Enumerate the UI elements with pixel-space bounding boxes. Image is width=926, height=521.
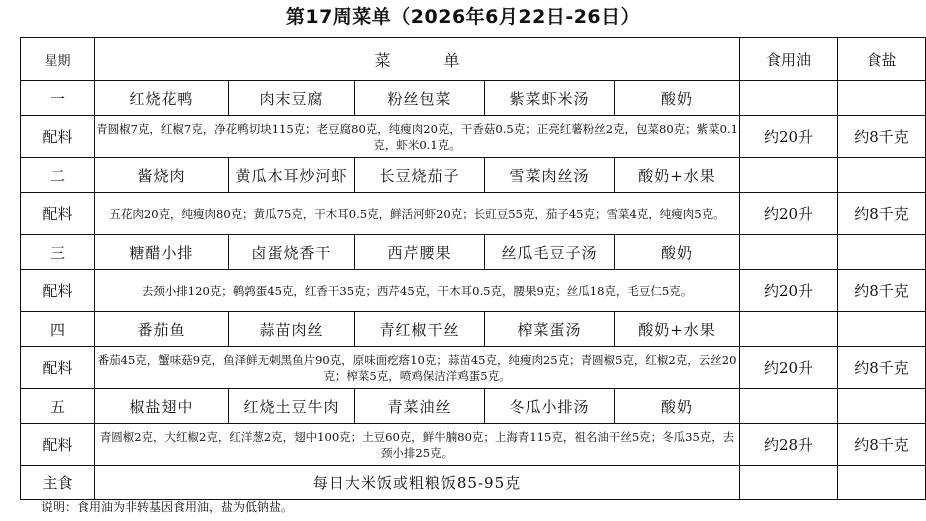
dish-cell: 肉末豆腐 — [229, 81, 355, 116]
ingredients-label: 配料 — [21, 116, 95, 158]
weekly-menu-table — [20, 37, 926, 500]
empty-cell — [740, 466, 838, 500]
salt-amount: 约8千克 — [838, 270, 926, 312]
ingredients-row-wed — [21, 270, 926, 312]
ingredients-row-fri — [21, 424, 926, 466]
page-title: 第17周菜单（2026年6月22日-26日） — [285, 6, 641, 28]
weekday-cell: 三 — [21, 235, 95, 270]
dish-cell: 酸奶 — [615, 389, 740, 424]
staple-text: 每日大米饭或粗粮饭85-95克 — [95, 466, 740, 500]
oil-header: 食用油 — [740, 38, 838, 81]
day-row-fri — [21, 389, 926, 424]
ingredients-label: 配料 — [21, 347, 95, 389]
weekday-cell: 四 — [21, 312, 95, 347]
ingredients-row-tue — [21, 193, 926, 235]
oil-amount: 约20升 — [740, 116, 838, 158]
dish-cell: 青菜油丝 — [355, 389, 485, 424]
empty-cell — [740, 158, 838, 193]
oil-amount: 约20升 — [740, 270, 838, 312]
empty-cell — [838, 158, 926, 193]
dish-cell: 紫菜虾米汤 — [485, 81, 615, 116]
empty-cell — [838, 235, 926, 270]
salt-header: 食盐 — [838, 38, 926, 81]
oil-amount: 约20升 — [740, 347, 838, 389]
staple-label: 主食 — [21, 466, 95, 500]
empty-cell — [838, 466, 926, 500]
ingredients-label: 配料 — [21, 193, 95, 235]
weekday-header: 星期 — [21, 38, 95, 81]
salt-amount: 约8千克 — [838, 424, 926, 466]
header-row — [21, 38, 926, 81]
day-row-mon — [21, 81, 926, 116]
ingredients-detail: 番茄45克，蟹味菇9克，鱼泽鲜无刺黑鱼片90克，原味面疙瘩10克；蒜苗45克，纯瘦肉25克；青圆椒5克，红椒2克，云丝20克；榨菜5克，喷鸡保洁洋鸡蛋5克。 — [95, 347, 740, 389]
dish-cell: 冬瓜小排汤 — [485, 389, 615, 424]
ingredients-label: 配料 — [21, 424, 95, 466]
dish-cell: 酸奶 — [615, 235, 740, 270]
ingredients-detail: 青圆椒7克，红椒7克，净花鸭切块115克；老豆腐80克，纯瘦肉20克，干香菇0.5克；正亮红薯粉丝2克，包菜80克；紫菜0.1克，虾米0.1克。 — [95, 116, 740, 158]
salt-amount: 约8千克 — [838, 116, 926, 158]
salt-amount: 约8千克 — [838, 193, 926, 235]
dish-cell: 雪菜肉丝汤 — [485, 158, 615, 193]
dish-cell: 青红椒干丝 — [355, 312, 485, 347]
dish-cell: 酱烧肉 — [95, 158, 229, 193]
oil-amount: 约20升 — [740, 193, 838, 235]
footnote: 说明：食用油为非转基因食用油，盐为低钠盐。 — [41, 500, 294, 514]
empty-cell — [838, 389, 926, 424]
dish-cell: 丝瓜毛豆子汤 — [485, 235, 615, 270]
empty-cell — [838, 312, 926, 347]
empty-cell — [740, 81, 838, 116]
dish-cell: 西芹腰果 — [355, 235, 485, 270]
dish-cell: 酸奶+水果 — [615, 312, 740, 347]
dish-cell: 红烧土豆牛肉 — [229, 389, 355, 424]
ingredients-detail: 去颈小排120克；鹌鹑蛋45克，红香干35克；西芹45克，干木耳0.5克，腰果9克；丝瓜18克，毛豆仁5克。 — [95, 270, 740, 312]
dish-cell: 黄瓜木耳炒河虾 — [229, 158, 355, 193]
staple-row — [21, 466, 926, 500]
ingredients-detail: 五花肉20克，纯瘦肉80克；黄瓜75克，干木耳0.5克，鲜活河虾20克；长豇豆55克，茄子45克；雪菜4克，纯瘦肉5克。 — [95, 193, 740, 235]
empty-cell — [740, 312, 838, 347]
weekday-cell: 二 — [21, 158, 95, 193]
ingredients-row-thu — [21, 347, 926, 389]
weekday-cell: 一 — [21, 81, 95, 116]
ingredients-detail: 青圆椒2克，大红椒2克，红洋葱2克，翅中100克；土豆60克，鲜牛腩80克；上海青115克，祖名油干丝5克；冬瓜35克，去颈小排25克。 — [95, 424, 740, 466]
day-row-wed — [21, 235, 926, 270]
dish-cell: 酸奶+水果 — [615, 158, 740, 193]
dish-cell: 红烧花鸭 — [95, 81, 229, 116]
dish-cell: 卤蛋烧香干 — [229, 235, 355, 270]
dish-cell: 粉丝包菜 — [355, 81, 485, 116]
day-row-thu — [21, 312, 926, 347]
empty-cell — [838, 81, 926, 116]
ingredients-row-mon — [21, 116, 926, 158]
oil-amount: 约28升 — [740, 424, 838, 466]
dish-cell: 蒜苗肉丝 — [229, 312, 355, 347]
dish-cell: 酸奶 — [615, 81, 740, 116]
weekday-cell: 五 — [21, 389, 95, 424]
empty-cell — [740, 389, 838, 424]
dish-cell: 榨菜蛋汤 — [485, 312, 615, 347]
empty-cell — [740, 235, 838, 270]
dish-cell: 椒盐翅中 — [95, 389, 229, 424]
menu-header: 菜 单 — [95, 38, 740, 81]
dish-cell: 糖醋小排 — [95, 235, 229, 270]
dish-cell: 番茄鱼 — [95, 312, 229, 347]
ingredients-label: 配料 — [21, 270, 95, 312]
salt-amount: 约8千克 — [838, 347, 926, 389]
dish-cell: 长豆烧茄子 — [355, 158, 485, 193]
day-row-tue — [21, 158, 926, 193]
